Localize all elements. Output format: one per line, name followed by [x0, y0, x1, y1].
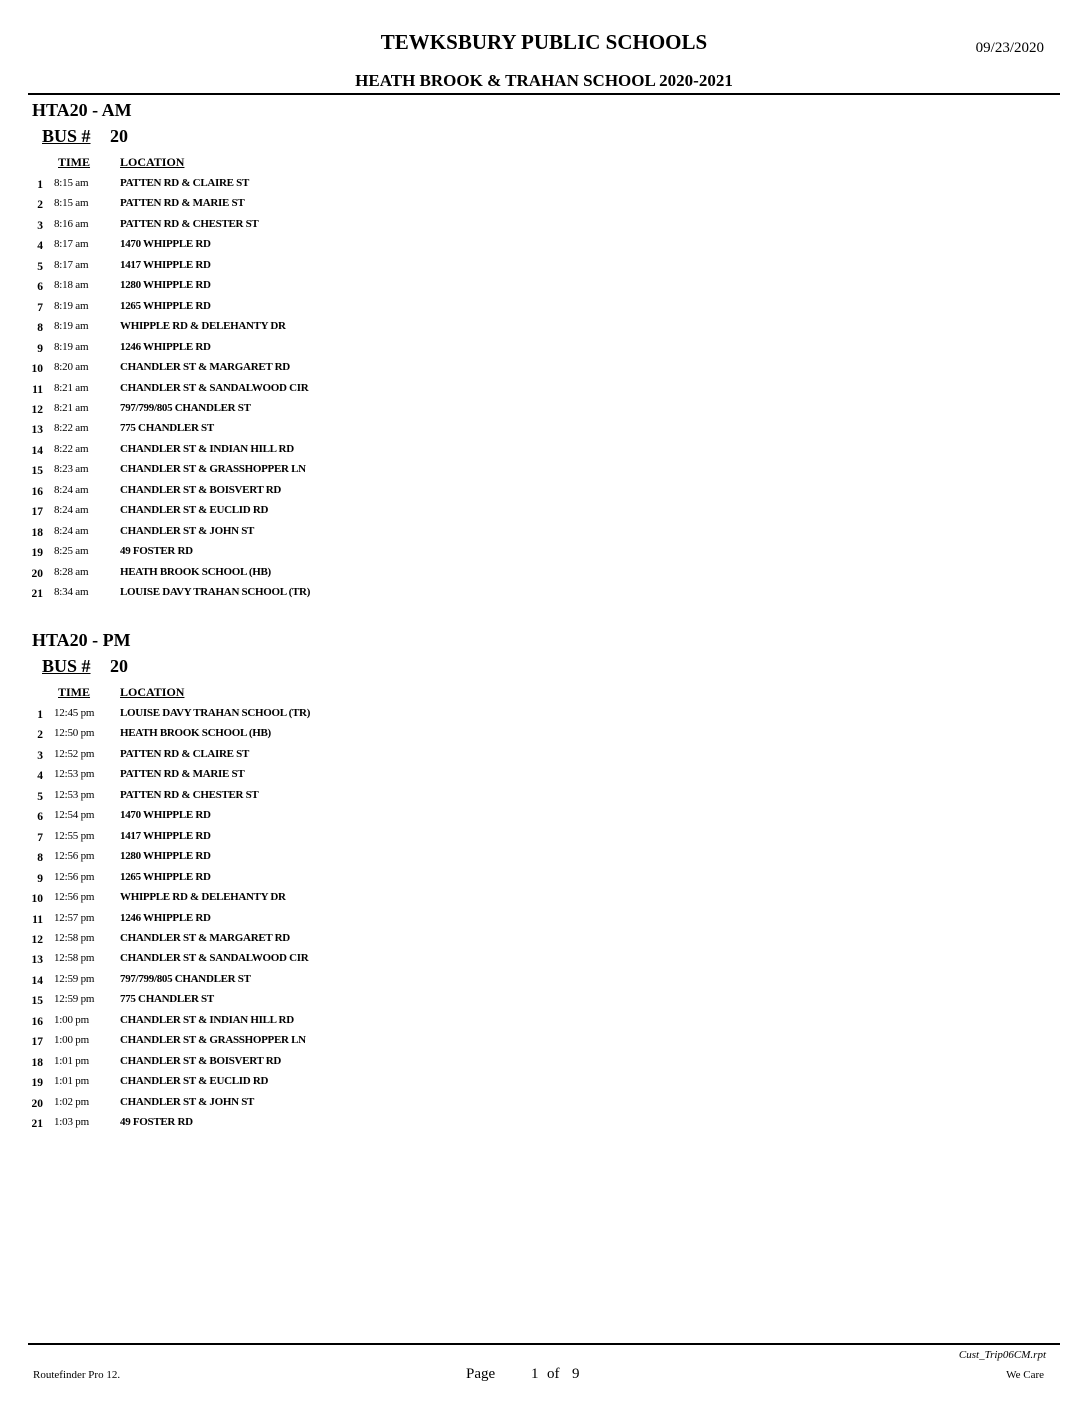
stop-row [0, 442, 600, 462]
stop-time: 12:58 pm [54, 931, 95, 944]
stop-time: 8:28 am [54, 565, 89, 578]
stop-location: CHANDLER ST & BOISVERT RD [120, 1054, 282, 1067]
stop-row [0, 196, 600, 216]
stop-location: CHANDLER ST & EUCLID RD [120, 504, 269, 517]
stop-location: HEATH BROOK SCHOOL (HB) [120, 727, 271, 740]
stop-time: 8:22 am [54, 422, 89, 435]
stop-location: CHANDLER ST & JOHN ST [120, 1095, 255, 1108]
stop-time: 8:18 am [54, 279, 89, 292]
stop-number: 20 [31, 1097, 43, 1110]
stop-number: 6 [37, 281, 43, 294]
stop-location: PATTEN RD & CLAIRE ST [120, 177, 249, 189]
stop-time: 12:45 pm [54, 707, 95, 719]
stop-time: 8:25 am [54, 545, 89, 558]
stop-number: 16 [31, 485, 43, 498]
stop-location: 49 FOSTER RD [120, 545, 193, 558]
stop-row [0, 829, 600, 849]
stop-time: 12:57 pm [54, 911, 95, 924]
stop-number: 7 [37, 301, 43, 314]
stop-location: PATTEN RD & CHESTER ST [120, 788, 259, 801]
stop-location: CHANDLER ST & INDIAN HILL RD [120, 442, 294, 455]
stop-time: 12:52 pm [54, 747, 95, 760]
stop-time: 12:53 pm [54, 768, 95, 781]
stop-location: 1246 WHIPPLE RD [120, 911, 211, 924]
stop-number: 12 [31, 403, 43, 416]
stop-row [0, 1095, 600, 1115]
location-column-header: LOCATION [120, 155, 185, 169]
stop-location: PATTEN RD & CHESTER ST [120, 217, 259, 230]
time-column-header: TIME [58, 155, 91, 169]
stop-time: 8:15 am [54, 177, 89, 189]
stop-row [0, 503, 600, 523]
stop-number: 18 [31, 526, 43, 539]
stop-location: LOUISE DAVY TRAHAN SCHOOL (TR) [120, 707, 311, 719]
stop-location: CHANDLER ST & GRASSHOPPER LN [120, 463, 306, 476]
stop-row [0, 524, 600, 544]
stop-time: 12:53 pm [54, 788, 95, 801]
stop-time: 8:20 am [54, 361, 89, 374]
page-label: Page [466, 1366, 496, 1382]
stop-row [0, 401, 600, 421]
stop-location: CHANDLER ST & GRASSHOPPER LN [120, 1034, 306, 1047]
report-filename: Cust_Trip06CM.rpt [958, 1349, 1046, 1361]
location-column-header: LOCATION [120, 685, 185, 699]
stop-number: 2 [37, 729, 43, 742]
stop-location: 797/799/805 CHANDLER ST [120, 972, 251, 985]
stop-location: WHIPPLE RD & DELEHANTY DR [120, 891, 286, 904]
stop-number: 10 [31, 363, 43, 376]
stop-number: 18 [31, 1056, 43, 1069]
stop-location: 775 CHANDLER ST [120, 993, 214, 1006]
stop-number: 1 [37, 179, 43, 191]
stop-row [0, 890, 600, 910]
stop-number: 20 [31, 567, 43, 580]
stop-row [0, 911, 600, 931]
stop-number: 12 [31, 933, 43, 946]
stop-number: 4 [37, 240, 43, 253]
stop-row [0, 483, 600, 503]
stop-row [0, 1013, 600, 1033]
stop-number: 19 [31, 547, 43, 560]
report-date: 09/23/2020 [975, 40, 1044, 56]
stop-row [0, 706, 600, 726]
stop-time: 12:55 pm [54, 829, 95, 842]
bus-label: BUS # [42, 656, 91, 676]
stop-number: 4 [37, 770, 43, 783]
stop-number: 15 [31, 465, 43, 478]
stop-time: 12:54 pm [54, 809, 95, 822]
stop-row [0, 381, 600, 401]
stop-location: 1470 WHIPPLE RD [120, 809, 211, 822]
stop-time: 8:21 am [54, 381, 89, 394]
stop-number: 21 [31, 1118, 43, 1130]
stop-time: 1:01 pm [54, 1075, 89, 1088]
footer-divider [28, 1343, 1060, 1345]
page-number: 1 [531, 1366, 539, 1382]
stop-number: 15 [31, 995, 43, 1008]
stop-time: 1:00 pm [54, 1013, 89, 1026]
stop-time: 12:59 pm [54, 993, 95, 1006]
stop-time: 1:01 pm [54, 1054, 89, 1067]
page-total: 9 [572, 1366, 580, 1382]
stop-time: 12:58 pm [54, 952, 95, 965]
stop-row [0, 421, 600, 441]
footer-tagline: We Care [1006, 1369, 1044, 1381]
stop-number: 5 [37, 790, 43, 803]
stop-row [0, 767, 600, 787]
stop-number: 3 [37, 219, 43, 232]
stop-number: 17 [31, 1036, 43, 1049]
page-of-label: of [547, 1366, 560, 1382]
stop-time: 12:56 pm [54, 850, 95, 863]
stop-location: CHANDLER ST & INDIAN HILL RD [120, 1013, 294, 1026]
stop-row [0, 237, 600, 257]
stop-number: 13 [31, 424, 43, 437]
stop-location: 1280 WHIPPLE RD [120, 850, 211, 863]
stop-time: 8:23 am [54, 463, 89, 476]
bus-label: BUS # [42, 126, 91, 146]
stop-location: 49 FOSTER RD [120, 1116, 193, 1128]
stop-location: CHANDLER ST & MARGARET RD [120, 361, 290, 374]
stop-location: CHANDLER ST & SANDALWOOD CIR [120, 381, 309, 394]
stop-row [0, 726, 600, 746]
stop-row [0, 360, 600, 380]
stop-time: 8:16 am [54, 217, 89, 230]
stop-number: 7 [37, 831, 43, 844]
stop-location: 1417 WHIPPLE RD [120, 258, 211, 271]
stop-row [0, 931, 600, 951]
document-subtitle: HEATH BROOK & TRAHAN SCHOOL 2020-2021 [355, 71, 733, 90]
stop-row [0, 319, 600, 339]
stop-time: 8:34 am [54, 586, 89, 598]
stop-row [0, 747, 600, 767]
stop-number: 21 [31, 588, 43, 600]
stop-row [0, 1115, 600, 1135]
stop-number: 8 [37, 852, 43, 865]
stop-time: 8:19 am [54, 299, 89, 312]
stop-location: 1417 WHIPPLE RD [120, 829, 211, 842]
route-title: HTA20 - AM [32, 100, 132, 120]
stop-number: 1 [37, 709, 43, 721]
stop-time: 12:56 pm [54, 870, 95, 883]
route-title: HTA20 - PM [32, 630, 131, 650]
stop-row [0, 340, 600, 360]
stop-location: WHIPPLE RD & DELEHANTY DR [120, 320, 286, 333]
stop-location: 1246 WHIPPLE RD [120, 340, 211, 353]
stop-location: CHANDLER ST & MARGARET RD [120, 931, 290, 944]
stop-number: 16 [31, 1015, 43, 1028]
stop-number: 5 [37, 260, 43, 273]
stop-number: 9 [37, 872, 43, 885]
stop-number: 17 [31, 506, 43, 519]
stop-row [0, 788, 600, 808]
stop-row [0, 217, 600, 237]
stop-number: 9 [37, 342, 43, 355]
stop-row [0, 951, 600, 971]
stop-time: 8:17 am [54, 258, 89, 271]
stop-row [0, 176, 600, 196]
bus-number: 20 [110, 656, 128, 676]
stop-row [0, 585, 600, 605]
software-name: Routefinder Pro 12. [33, 1369, 121, 1381]
stop-number: 14 [31, 974, 43, 987]
stop-location: CHANDLER ST & JOHN ST [120, 524, 255, 537]
stop-time: 1:03 pm [54, 1116, 89, 1128]
stop-time: 1:00 pm [54, 1034, 89, 1047]
stop-row [0, 1033, 600, 1053]
stop-time: 8:19 am [54, 320, 89, 333]
stop-time: 8:21 am [54, 401, 89, 414]
stop-number: 10 [31, 893, 43, 906]
stop-location: 1265 WHIPPLE RD [120, 870, 211, 883]
stop-location: CHANDLER ST & EUCLID RD [120, 1075, 269, 1088]
stop-time: 8:24 am [54, 483, 89, 496]
stop-row [0, 544, 600, 564]
stop-location: 1470 WHIPPLE RD [120, 238, 211, 251]
stop-time: 8:24 am [54, 504, 89, 517]
document-title: TEWKSBURY PUBLIC SCHOOLS [380, 30, 708, 54]
stop-location: 797/799/805 CHANDLER ST [120, 401, 251, 414]
stop-row [0, 870, 600, 890]
stop-number: 11 [32, 913, 43, 926]
stop-number: 3 [37, 749, 43, 762]
stop-row [0, 808, 600, 828]
stop-time: 8:17 am [54, 238, 89, 251]
stop-time: 8:15 am [54, 197, 89, 210]
stop-time: 12:50 pm [54, 727, 95, 740]
stop-number: 13 [31, 954, 43, 967]
stop-number: 6 [37, 811, 43, 824]
stop-location: LOUISE DAVY TRAHAN SCHOOL (TR) [120, 586, 311, 598]
stop-row [0, 299, 600, 319]
stop-time: 12:56 pm [54, 891, 95, 904]
stop-number: 19 [31, 1077, 43, 1090]
stop-time: 8:24 am [54, 524, 89, 537]
stop-row [0, 565, 600, 585]
stop-row [0, 1074, 600, 1094]
stop-location: CHANDLER ST & SANDALWOOD CIR [120, 952, 309, 965]
stop-row [0, 849, 600, 869]
stop-location: CHANDLER ST & BOISVERT RD [120, 483, 282, 496]
stop-row [0, 1054, 600, 1074]
stop-number: 2 [37, 199, 43, 212]
stop-number: 8 [37, 322, 43, 335]
stop-row [0, 972, 600, 992]
stop-number: 14 [31, 444, 43, 457]
stop-location: 1280 WHIPPLE RD [120, 279, 211, 292]
bus-number: 20 [110, 126, 128, 146]
stop-time: 8:22 am [54, 442, 89, 455]
stop-location: PATTEN RD & MARIE ST [120, 768, 245, 781]
stop-time: 12:59 pm [54, 972, 95, 985]
header-divider [28, 93, 1060, 95]
stop-row [0, 992, 600, 1012]
stop-location: HEATH BROOK SCHOOL (HB) [120, 565, 271, 578]
stop-location: 775 CHANDLER ST [120, 422, 214, 435]
stop-location: PATTEN RD & MARIE ST [120, 197, 245, 210]
time-column-header: TIME [58, 685, 91, 699]
stop-number: 11 [32, 383, 43, 396]
stop-location: PATTEN RD & CLAIRE ST [120, 747, 249, 760]
stop-row [0, 462, 600, 482]
stop-location: 1265 WHIPPLE RD [120, 299, 211, 312]
stop-time: 8:19 am [54, 340, 89, 353]
stop-row [0, 258, 600, 278]
stop-time: 1:02 pm [54, 1095, 89, 1108]
stop-row [0, 278, 600, 298]
